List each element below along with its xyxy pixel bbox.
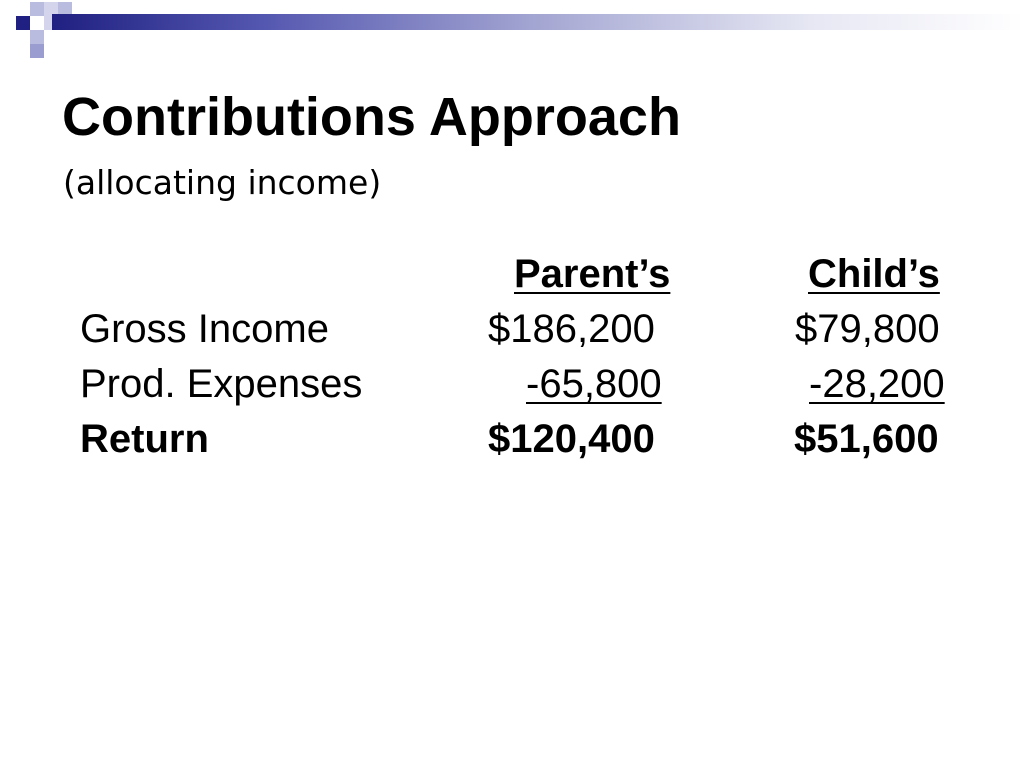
- row-label-prod-expenses: Prod. Expenses: [80, 362, 363, 406]
- column-header-parent: Parent’s: [514, 252, 671, 296]
- cell-return-parent: $120,400: [488, 417, 655, 461]
- cell-prod-expenses-parent: -65,800: [526, 362, 662, 406]
- page-subtitle: (allocating income): [63, 163, 382, 202]
- column-header-child: Child’s: [808, 252, 940, 296]
- page-title: Contributions Approach: [62, 87, 681, 147]
- cell-return-child: $51,600: [794, 417, 939, 461]
- row-label-return: Return: [80, 417, 209, 461]
- cell-prod-expenses-child: -28,200: [809, 362, 945, 406]
- cell-gross-income-child: $79,800: [795, 307, 940, 351]
- cell-gross-income-parent: $186,200: [488, 307, 655, 351]
- row-label-gross-income: Gross Income: [80, 307, 329, 351]
